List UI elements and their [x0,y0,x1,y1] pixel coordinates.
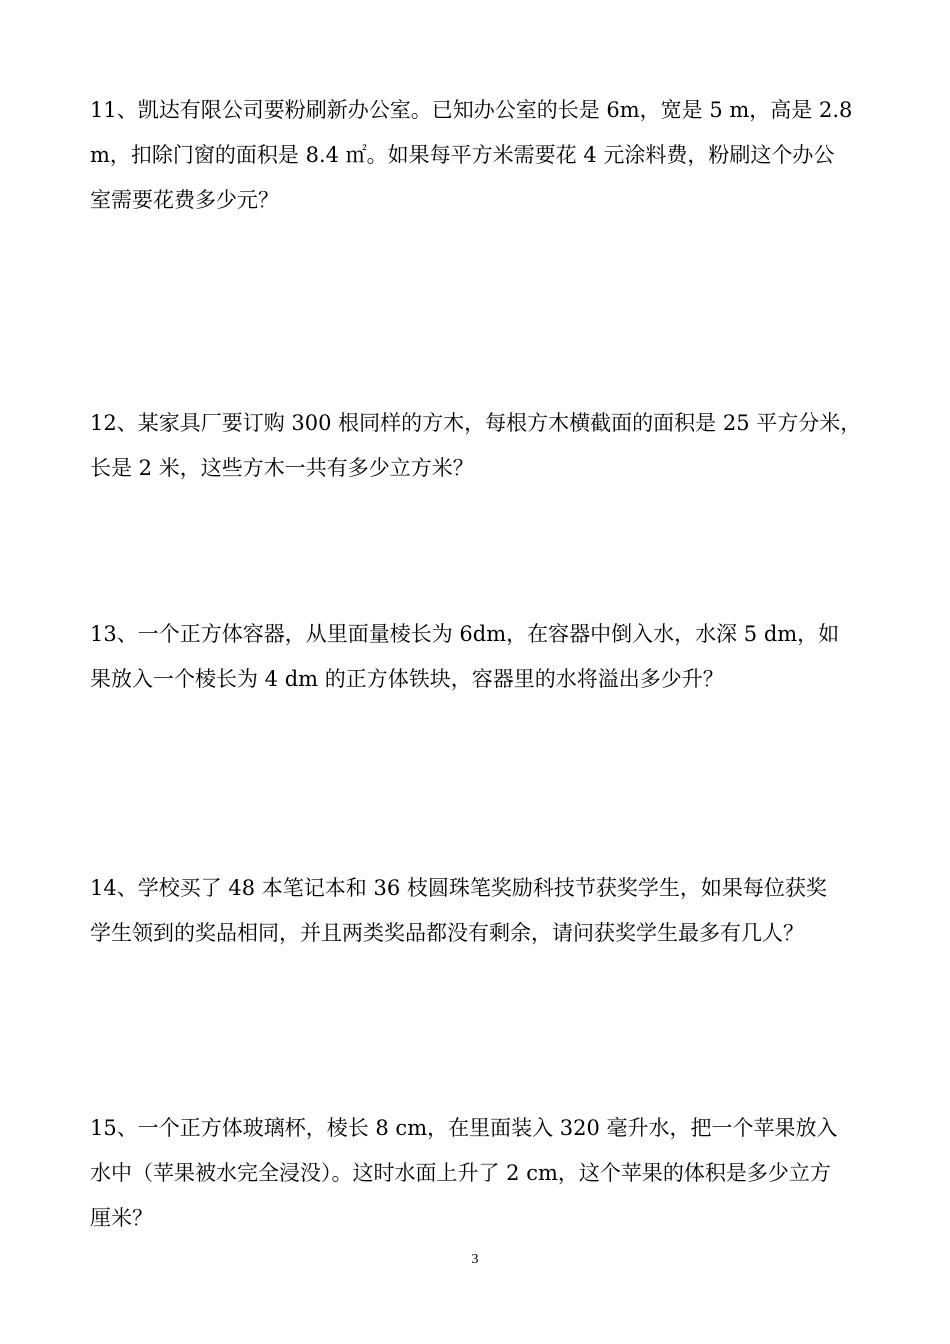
problem-14-line-2: 学生领到的奖品相同，并且两类奖品都没有剩余，请问获奖学生最多有几人？ [90,921,804,945]
problem-11-line-3: 室需要花费多少元？ [90,188,279,212]
problem-13 [90,612,860,702]
problem-15-line-3: 厘米？ [90,1206,153,1230]
page-number: 3 [471,1252,479,1267]
problem-11-line-1: 11、凯达有限公司要粉刷新办公室。已知办公室的长是 6m，宽是 5 m，高是 2.8 [90,98,853,122]
problem-15-line-1: 15、一个正方体玻璃杯，棱长 8 cm，在里面装入 320 毫升水，把一个苹果放入 [90,1116,838,1140]
problem-14 [90,866,860,956]
problem-14-line-1: 14、学校买了 48 本笔记本和 36 枝圆珠笔奖励科技节获奖学生，如果每位获奖 [90,876,827,900]
problem-13-line-1: 13、一个正方体容器，从里面量棱长为 6dm，在容器中倒入水，水深 5 dm，如 [90,622,840,646]
problem-12-line-1: 12、某家具厂要订购 300 根同样的方木，每根方木横截面的面积是 25 平方分米， [90,411,862,435]
problem-15 [90,1106,860,1241]
problem-13-line-2: 果放入一个棱长为 4 dm 的正方体铁块，容器里的水将溢出多少升？ [90,667,724,691]
problem-12 [90,401,860,491]
problem-11-line-2: m，扣除门窗的面积是 8.4 ㎡。如果每平方米需要花 4 元涂料费，粉刷这个办公 [90,143,835,167]
problem-15-line-2: 水中（苹果被水完全浸没）。这时水面上升了 2 cm，这个苹果的体积是多少立方 [90,1161,831,1185]
problem-12-line-2: 长是 2 米，这些方木一共有多少立方米？ [90,456,474,480]
problem-11 [90,88,860,223]
